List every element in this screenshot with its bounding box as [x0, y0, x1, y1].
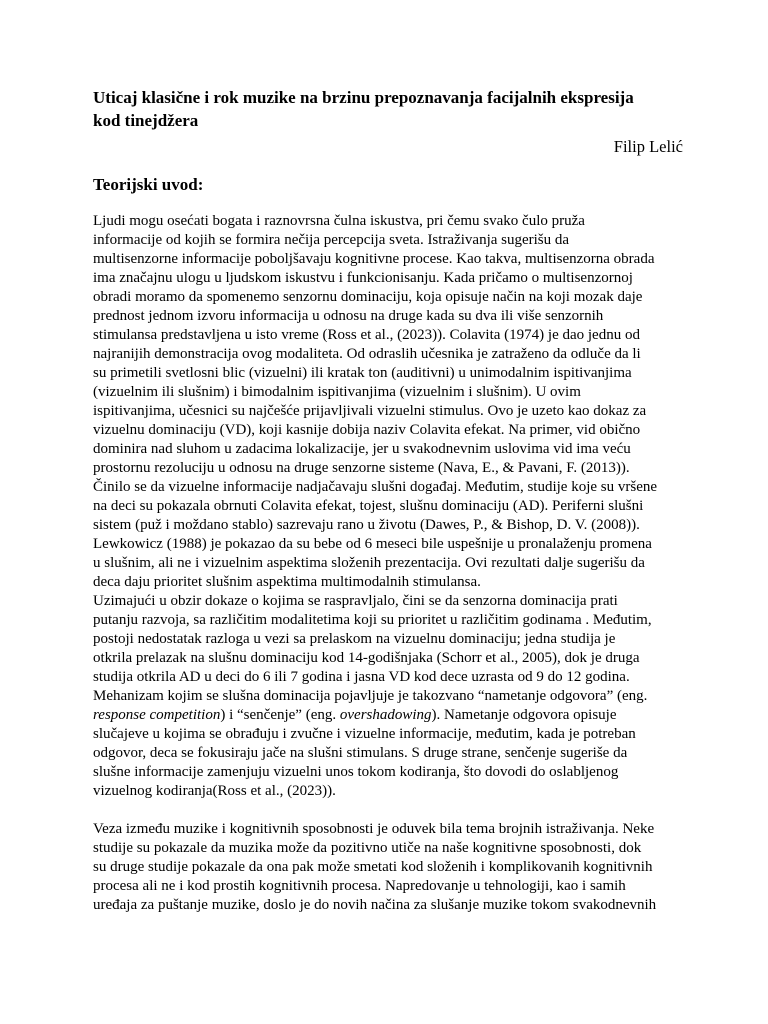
title-line: Uticaj klasične i rok muzike na brzinu prepoznavanja facijalnih ekspresija: [93, 88, 634, 107]
paragraph-line: ima značajnu ulogu u ljudskom iskustvu i funkcionisanju. Kada pričamo o multisenzornoj: [93, 270, 633, 286]
section-heading: Teorijski uvod:: [93, 175, 204, 194]
paragraph-3: [93, 820, 683, 915]
paragraph-line: postoji nedostatak razloga u vezi sa prelaskom na vizuelnu dominaciju; jedna studija je: [93, 631, 616, 647]
english-term: overshadowing: [339, 707, 432, 723]
paragraph-line: slušne informacije zamenjuju vizuelni unos tokom kodiranja, što dovodi do oslabljenog: [93, 764, 619, 780]
paragraph-line: (vizuelnim ili slušnim) i bimodalnim ispitivanjima (vizuelnim i slušnim). U ovim: [93, 384, 581, 400]
paragraph-line: prostornu rezoluciju u odnosu na druge senzorne sisteme (Nava, E., & Pavani, F. (2013)).: [93, 460, 630, 476]
paragraph-line: su druge studije pokazale da ona pak može smetati kod složenih i komplikovanih kognitivnih: [93, 859, 653, 875]
paragraph-line: [93, 706, 683, 725]
paragraph-line: deca daju prioritet slušnim aspektima multimodalnih stimulansa.: [93, 574, 481, 590]
paragraph-line: vizuelnu dominaciju (VD), koji kasnije dobija naziv Colavita efekat. Na primer, vid obično: [93, 422, 641, 438]
paragraph-line: prednost jednom izvoru informacija u odnosu na druge kada su dva ili više senzornih: [93, 308, 604, 324]
paragraph-line: obradi moramo da spomenemo senzornu dominaciju, koja opisuje način na koji mozak daje: [93, 289, 643, 305]
text-segment: ). Nametanje odgovora opisuje: [431, 707, 617, 723]
paragraph-line: slučajeve u kojima se obrađuju i zvučne i vizuelne informacije, međutim, kada je potreban: [93, 726, 636, 742]
paragraph-1: [93, 212, 683, 592]
paragraph-line: putanju razvoja, sa različitim modalitetima koji su prioritet u različitim godinama . Međutim,: [93, 612, 652, 628]
paragraph-line: Veza između muzike i kognitivnih sposobnosti je oduvek bila tema brojnih istraživanja. Neke: [93, 821, 655, 837]
title-line: kod tinejdžera: [93, 111, 199, 130]
paragraph-line: studije su pokazale da muzika može da pozitivno utiče na naše kognitivne sposobnosti, dok: [93, 840, 642, 856]
paragraph-line: informacije od kojih se formira nečija percepcija sveta. Istraživanja sugerišu da: [93, 232, 570, 248]
paragraph-line: studija otkrila AD u deci do 6 ili 7 godina i jasna VD kod dece uzrasta od 9 do 12 godina.: [93, 669, 630, 685]
paragraph-2: [93, 592, 683, 801]
paragraph-line: vizuelnog kodiranja(Ross et al., (2023)).: [93, 783, 336, 799]
document-title: [93, 86, 683, 132]
author-name: Filip Lelić: [613, 137, 683, 156]
paragraph-line: su primetili svetlosni blic (vizuelni) ili kratak ton (auditivni) u unimodalnim ispitivanjima: [93, 365, 632, 381]
paragraph-line: Činilo se da vizuelne informacije nadjačavaju slušni događaj. Međutim, studije koje su vršene: [93, 479, 658, 495]
paragraph-line: na deci su pokazala obrnuti Colavita efekat, tojest, slušnu dominaciju (AD). Periferni slušni: [93, 498, 644, 514]
text-segment: ) i “senčenje” (eng.: [220, 707, 340, 723]
paragraph-line: sistem (puž i moždano stablo) sazrevaju rano u životu (Dawes, P., & Bishop, D. V. (2008)).: [93, 517, 640, 533]
paragraph-line: Lewkowicz (1988) je pokazao da su bebe od 6 meseci bile uspešnije u pronalaženju promena: [93, 536, 652, 552]
paragraph-line: Ljudi mogu osećati bogata i raznovrsna čulna iskustva, pri čemu svako čulo pruža: [93, 213, 585, 229]
paragraph-line: stimulansa predstavljena u isto vreme (Ross et al., (2023)). Colavita (1974) je dao jednu od: [93, 327, 640, 343]
paragraph-line: Uzimajući u obzir dokaze o kojima se raspravljalo, čini se da senzorna dominacija prati: [93, 593, 618, 609]
paragraph-line: Mehanizam kojim se slušna dominacija pojavljuje je takozvano “nametanje odgovora” (eng.: [93, 688, 648, 704]
paragraph-line: otkrila prelazak na slušnu dominaciju kod 14-godišnjaka (Schorr et al., 2005), dok je druga: [93, 650, 640, 666]
paragraph-line: procesa ali ne i kod prostih kognitivnih procesa. Napredovanje u tehnologiji, kao i samih: [93, 878, 626, 894]
paragraph-line: ispitivanjima, učesnici su najčešće prijavljivali vizuelni stimulus. Ovo je uzeto kao dokaz za: [93, 403, 647, 419]
document-page: [93, 86, 683, 915]
paragraph-line: najranijih demonstracija ovog modaliteta. Od odraslih učesnika je zatraženo da odluče da li: [93, 346, 641, 362]
paragraph-line: dominira nad sluhom u zadacima lokalizacije, jer u svakodnevnim uslovima vid ima veću: [93, 441, 631, 457]
paragraph-line: odgovor, deca se fokusiraju jače na slušni stimulans. S druge strane, senčenje sugeriše da: [93, 745, 628, 761]
paragraph-line: u slušnim, ali ne i vizuelnim aspektima složenih prezentacija. Ovi rezultati dalje sugerišu da: [93, 555, 645, 571]
paragraph-line: multisenzorne informacije poboljšavaju kognitivne procese. Kao takva, multisenzorna obrada: [93, 251, 655, 267]
english-term: response competition: [93, 707, 221, 723]
paragraph-line: uređaja za puštanje muzike, doslo je do novih načina za slušanje muzike tokom svakodnevnih: [93, 897, 657, 913]
